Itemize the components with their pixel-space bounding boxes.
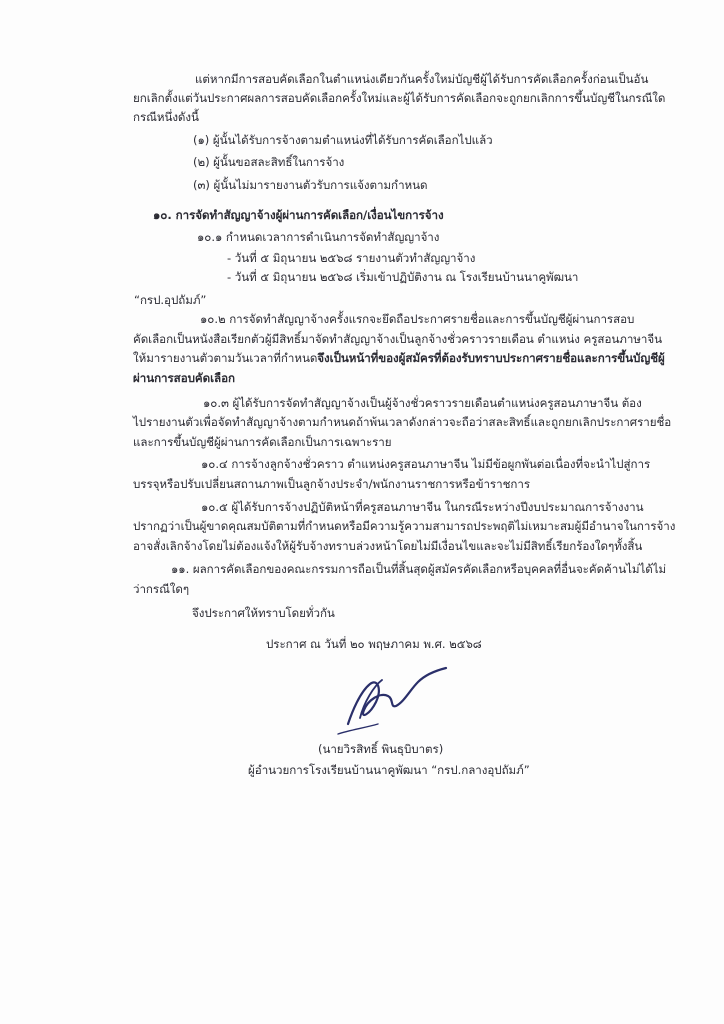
section-10-2-line-1: ๑๐.๒ การจัดทำสัญญาจ้างครั้งแรกจะยึดถือประกาศรายชื่อและการขึ้นบัญชีผู้ผ่านการสอบ <box>200 312 635 326</box>
intro-line-3: กรณีหนึ่งดังนี้ <box>133 110 199 124</box>
signer-title: ผู้อำนวยการโรงเรียนบ้านนาคูพัฒนา “กรป.กลางอุปถัมภ์” <box>248 763 530 777</box>
section-10-2-line-3-bold: จึงเป็นหน้าที่ของผู้สมัครที่ต้องรับทราบประกาศรายชื่อและการขึ้นบัญชีผู้ <box>317 351 665 365</box>
section-10-2-line-3 <box>133 350 665 366</box>
section-10-4-line-1: ๑๐.๔ การจ้างลูกจ้างชั่วคราว ตำแหน่งครูสอนภาษาจีน ไม่มีข้อผูกพันต่อเนื่องที่จะนำไปสู่การ <box>201 457 651 471</box>
intro-line-2: ยกเลิกตั้งแต่วันประกาศผลการสอบคัดเลือกครั้งใหม่และผู้ได้รับการคัดเลือกจะถูกยกเลิกการขึ้นบัญชีในกรณีใด <box>133 91 666 105</box>
section-10-1-title: ๑๐.๑ กำหนดเวลาการดำเนินการจัดทำสัญญาจ้าง <box>197 230 440 244</box>
intro-item-2: (๒) ผู้นั้นขอสละสิทธิ์ในการจ้าง <box>193 155 345 169</box>
intro-line-1: แต่หากมีการสอบคัดเลือกในตำแหน่งเดียวกันครั้งใหม่บัญชีผู้ได้รับการคัดเลือกครั้งก่อนเป็นอัน <box>195 72 649 86</box>
intro-item-3: (๓) ผู้นั้นไม่มารายงานตัวรับการแจ้งตามกำหนด <box>193 178 428 192</box>
section-11-line-2: ว่ากรณีใดๆ <box>133 582 190 596</box>
section-10-1-bullet-3: “กรป.อุปถัมภ์” <box>134 293 207 307</box>
section-10-1-bullet-2: - วันที่ ๕ มิถุนายน ๒๕๖๘ เริ่มเข้าปฏิบัติงาน ณ โรงเรียนบ้านนาคูพัฒนา <box>227 270 579 284</box>
section-10-2-line-2: คัดเลือกเป็นหนังสือเรียกตัวผู้มีสิทธิ์มาจัดทำสัญญาจ้างเป็นลูกจ้างชั่วคราวรายเดือน ตำแหน่ง ครูสอนภาษาจีน <box>133 332 662 346</box>
signature-image <box>330 662 450 742</box>
section-11-line-1: ๑๑. ผลการคัดเลือกของคณะกรรมการถือเป็นที่สิ้นสุดผู้สมัครคัดเลือกหรือบุคคลที่อื่นจะคัดค้านไม่ได้ไม่ <box>171 562 667 576</box>
section-10-4-line-2: บรรจุหรือปรับเปลี่ยนสถานภาพเป็นลูกจ้างประจำ/พนักงานราชการหรือข้าราชการ <box>133 477 530 491</box>
section-10-5-line-1: ๑๐.๕ ผู้ได้รับการจ้างปฏิบัติหน้าที่ครูสอนภาษาจีน ในกรณีระหว่างปีงบประมาณการจ้างงาน <box>201 500 644 514</box>
intro-item-1: (๑) ผู้นั้นได้รับการจ้างตามตำแหน่งที่ได้รับการคัดเลือกไปแล้ว <box>193 133 493 147</box>
section-10-3-line-2: ไปรายงานตัวเพื่อจัดทำสัญญาจ้างตามกำหนดถ้าพ้นเวลาดังกล่าวจะถือว่าสละสิทธิ์และถูกยกเลิกประกาศรายชื่อ <box>133 415 672 429</box>
section-10-5-line-2: ปรากฏว่าเป็นผู้ขาดคุณสมบัติตามที่กำหนดหรือมีความรู้ความสามารถประพฤติไม่เหมาะสมผู้มีอำนาจในการจ้าง <box>133 519 676 533</box>
section-10-1-bullet-1: - วันที่ ๕ มิถุนายน ๒๕๖๘ รายงานตัวทำสัญญาจ้าง <box>227 251 476 265</box>
section-10-heading: ๑๐. การจัดทำสัญญาจ้างผู้ผ่านการคัดเลือก/เงื่อนไขการจ้าง <box>153 208 444 222</box>
section-10-2-line-3-normal: ให้มารายงานตัวตามวันเวลาที่กำหนด <box>133 351 318 365</box>
signer-name: (นายวิรสิทธิ์ พินธุบิบาตร) <box>318 742 444 756</box>
section-10-5-line-3: อาจสั่งเลิกจ้างโดยไม่ต้องแจ้งให้ผู้รับจ้างทราบล่วงหน้าโดยไม่มีเงื่อนไขและจะไม่มีสิทธิ์เรียกร้องใดๆทั้งสิ้น <box>133 539 643 553</box>
section-10-2-line-4: ผ่านการสอบคัดเลือก <box>133 371 235 385</box>
section-10-3-line-1: ๑๐.๓ ผู้ได้รับการจัดทำสัญญาจ้างเป็นผู้จ้างชั่วคราวรายเดือนตำแหน่งครูสอนภาษาจีน ต้อง <box>203 396 642 410</box>
closing-statement: จึงประกาศให้ทราบโดยทั่วกัน <box>192 606 335 620</box>
section-10-3-line-3: และการขึ้นบัญชีผู้ผ่านการคัดเลือกเป็นการเฉพาะราย <box>133 435 392 449</box>
announcement-date: ประกาศ ณ วันที่ ๒๐ พฤษภาคม พ.ศ. ๒๕๖๘ <box>266 637 482 651</box>
